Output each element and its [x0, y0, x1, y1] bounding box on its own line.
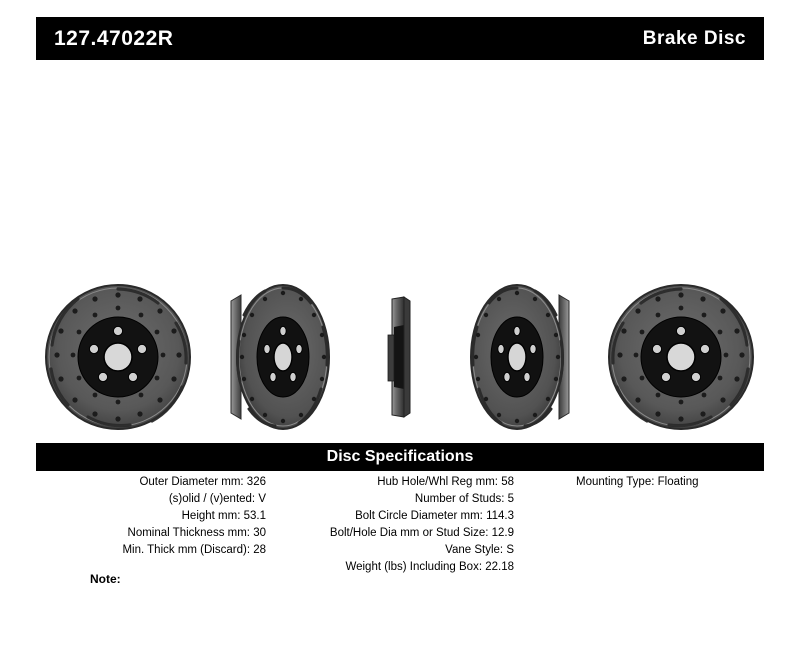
spec-item: Hub Hole/Whl Reg mm: 58 [377, 476, 514, 488]
spec-columns [36, 474, 764, 584]
rotor-angled-left [211, 275, 351, 440]
spec-item: (s)olid / (v)ented: V [168, 493, 266, 505]
spec-item: Bolt Circle Diameter mm: 114.3 [355, 510, 514, 522]
rotor-edge [374, 275, 426, 440]
rotor-face-right [599, 275, 764, 440]
spec-column-left [36, 474, 266, 559]
rotor-face-left [36, 275, 201, 440]
note-label: Note: [90, 572, 121, 586]
spec-item: Mounting Type: Floating [576, 476, 699, 488]
rotor-illustrations [36, 275, 764, 440]
spec-title-text: Disc Specifications [326, 448, 474, 465]
spec-item: Height mm: 53.1 [181, 510, 266, 522]
header-bar [36, 17, 764, 60]
spec-item: Min. Thick mm (Discard): 28 [122, 544, 266, 556]
part-number: 127.47022R [54, 26, 174, 50]
spec-column-middle [274, 474, 514, 576]
spec-item: Vane Style: S [445, 544, 514, 556]
spec-item: Weight (lbs) Including Box: 22.18 [345, 561, 514, 573]
spec-item: Number of Studs: 5 [414, 493, 514, 505]
spec-column-right [536, 474, 764, 491]
page-title: Brake Disc [642, 27, 746, 49]
rotor-angled-right [449, 275, 589, 440]
spec-item: Outer Diameter mm: 326 [139, 476, 266, 488]
spec-section-title [36, 443, 764, 471]
spec-item: Bolt/Hole Dia mm or Stud Size: 12.9 [329, 527, 514, 539]
spec-item: Nominal Thickness mm: 30 [127, 527, 266, 539]
